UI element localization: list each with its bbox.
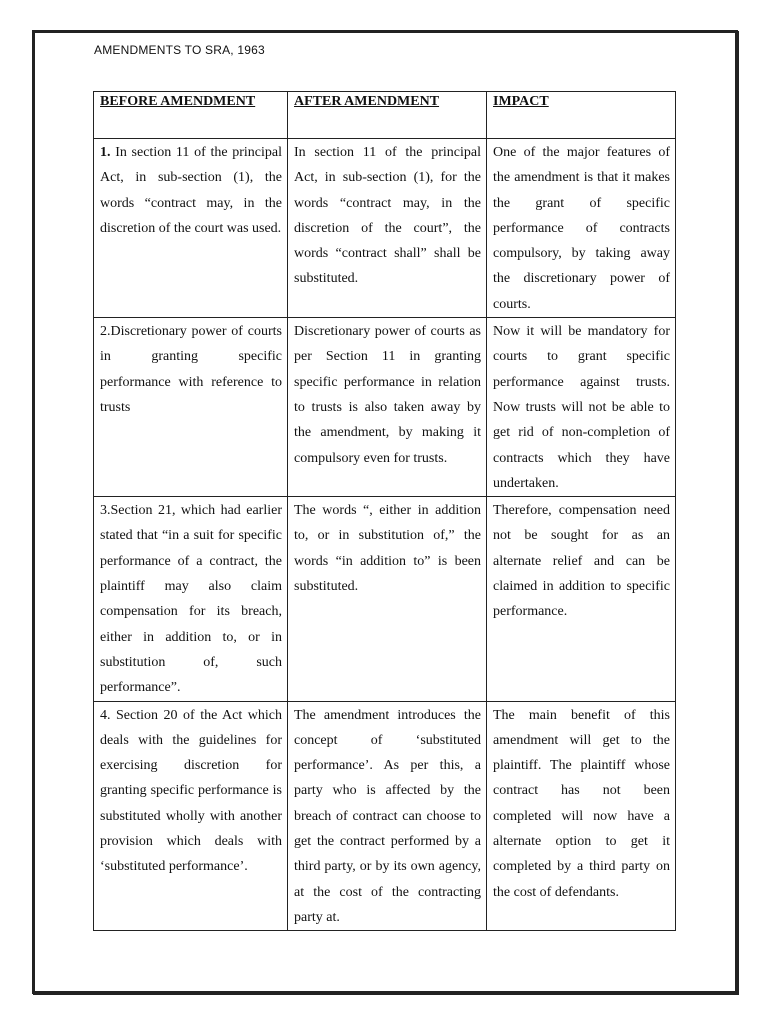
header-impact: IMPACT — [487, 92, 676, 139]
before-text: In section 11 of the principal Act, in sub-section (1), the words “contract may, in the discretion of the court was used. — [100, 145, 283, 236]
amendments-table — [93, 91, 676, 931]
before-cell — [94, 139, 288, 318]
table-row — [94, 701, 676, 931]
impact-cell: One of the major features of the amendment is that it makes the grant of specific performance of contracts compulsory, by taking away the discretionary power of courts. — [487, 139, 676, 318]
after-cell: The amendment introduces the concept of ‘substituted performance’. As per this, a party who is affected by the breach of contract can choose to get the contract performed by a third party, or by its own agency, at the cost of the contracting party at. — [288, 701, 487, 931]
before-cell: 3.Section 21, which had earlier stated that “in a suit for specific performance of a contract, the plaintiff may also claim compensation for its breach, either in addition to, or in substitution of, such performance”. — [94, 497, 288, 701]
header-after-amendment: AFTER AMENDMENT — [288, 92, 487, 139]
after-cell: In section 11 of the principal Act, in sub-section (1), for the words “contract may, in the discretion of the court”, the words “contract shall” shall be substituted. — [288, 139, 487, 318]
document-heading: AMENDMENTS TO SRA, 1963 — [94, 43, 265, 57]
impact-cell: The main benefit of this amendment will get to the plaintiff. The plaintiff whose contract has not been completed will now have a alternate option to get it completed by a third party on the cost of defendants. — [487, 701, 676, 931]
row-number: 1. — [100, 145, 111, 160]
header-before-amendment: BEFORE AMENDMENT — [94, 92, 288, 139]
after-cell: The words “, either in addition to, or in substitution of,” the words “in addition to” is been substituted. — [288, 497, 487, 701]
table-row — [94, 497, 676, 701]
after-cell: Discretionary power of courts as per Section 11 in granting specific performance in relation to trusts is also taken away by the amendment, by making it compulsory even for trusts. — [288, 318, 487, 497]
table-header-row — [94, 92, 676, 139]
before-cell: 4. Section 20 of the Act which deals with the guidelines for exercising discretion for granting specific performance is substituted wholly with another provision which deals with ‘substituted performance’. — [94, 701, 288, 931]
impact-cell: Therefore, compensation need not be sought for as an alternate relief and can be claimed in addition to specific performance. — [487, 497, 676, 701]
before-cell: 2.Discretionary power of courts in granting specific performance with reference to trusts — [94, 318, 288, 497]
table-row — [94, 318, 676, 497]
impact-cell: Now it will be mandatory for courts to grant specific performance against trusts. Now trusts will not be able to get rid of non-completion of contracts which they have undertaken. — [487, 318, 676, 497]
table-row — [94, 139, 676, 318]
